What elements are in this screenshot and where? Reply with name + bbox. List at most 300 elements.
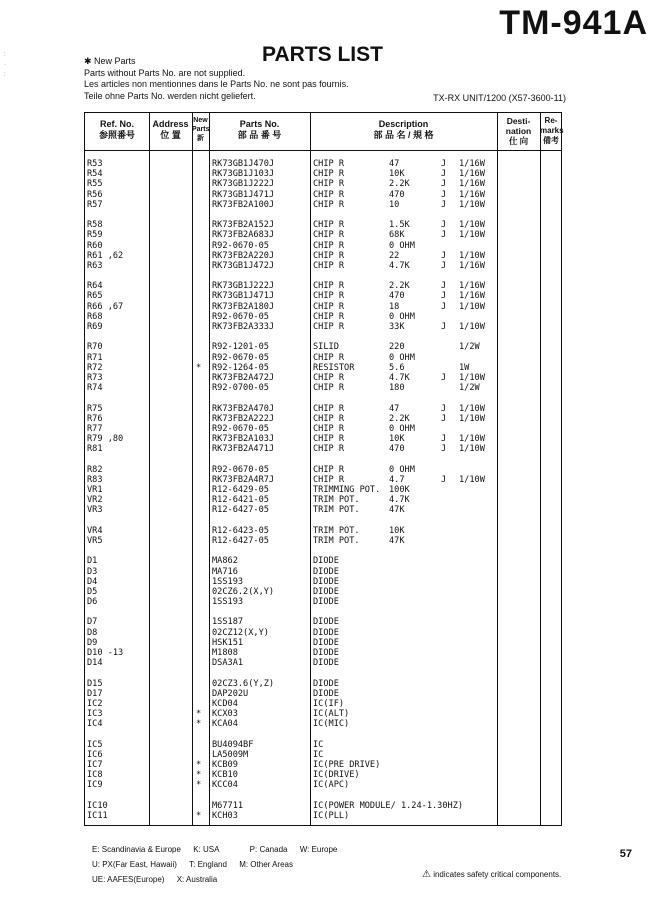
table-row <box>85 312 561 322</box>
cell-ref: R72 <box>87 362 103 373</box>
cell-desc: CHIP R <box>313 464 345 475</box>
cell-desc: CHIP R <box>313 474 345 485</box>
cell-desc: DIODE <box>313 648 339 658</box>
cell-ref: R68 <box>87 311 103 322</box>
group-gap <box>85 332 561 342</box>
cell-desc: IC(IF) <box>313 698 345 709</box>
table-row <box>85 597 561 607</box>
cell-desc: IC(PLL) <box>313 811 350 821</box>
cell-ref: D14 <box>87 658 103 669</box>
cell-val: 0 OHM <box>389 311 415 322</box>
cell-tol: J <box>441 372 447 383</box>
warning-triangle-icon: ⚠ <box>422 869 431 880</box>
unit-label: TX-RX UNIT/1200 (X57-3600-11) <box>433 93 566 103</box>
table-row <box>85 679 561 689</box>
table-row <box>85 811 561 821</box>
cell-desc: CHIP R <box>313 240 345 251</box>
cell-part: RK73GB1J472J <box>212 260 275 271</box>
table-row <box>85 617 561 627</box>
cell-ref: IC8 <box>87 770 103 781</box>
cell-part: KCC04 <box>212 780 238 791</box>
cell-part: RK73FB2A472J <box>212 372 275 383</box>
cell-desc: DIODE <box>313 617 339 628</box>
legend-item: X: Australia <box>176 875 218 884</box>
cell-val: 5.6 <box>389 362 405 373</box>
table-row <box>85 526 561 536</box>
cell-part: RK73FB2A222J <box>212 413 275 424</box>
cell-ref: R83 <box>87 474 103 485</box>
header-destination <box>497 116 540 146</box>
table-row <box>85 709 561 719</box>
header-remarks <box>540 116 562 146</box>
table-body <box>85 159 561 821</box>
cell-ref: VR4 <box>87 525 103 536</box>
cell-ref: IC2 <box>87 698 103 709</box>
table-row <box>85 699 561 709</box>
cell-part: RK73FB2A471J <box>212 444 275 455</box>
cell-desc: CHIP R <box>313 291 345 302</box>
cell-rate: 1/2W <box>459 383 480 394</box>
cell-desc: IC(PRE DRIVE) <box>313 760 381 771</box>
cell-desc: TRIMMING POT. <box>313 485 381 495</box>
cell-part: RK73FB2A103J <box>212 434 275 445</box>
header-remarks-en2: marks <box>540 126 564 135</box>
cell-ref: R60 <box>87 240 103 251</box>
cell-part: MA716 <box>212 566 238 577</box>
header-address-en: Address <box>152 119 189 129</box>
header-desc-jp: 部 品 名 / 規 格 <box>373 130 434 140</box>
cell-part: KCB10 <box>212 770 238 781</box>
table-row <box>85 302 561 312</box>
cell-rate: 1/10W <box>459 199 485 210</box>
table-row <box>85 465 561 475</box>
cell-rate: 1/16W <box>459 281 485 292</box>
cell-val: 0 OHM <box>389 240 415 251</box>
cell-part: R92-0670-05 <box>212 423 269 434</box>
cell-val: 2.2K <box>389 413 410 424</box>
cell-rate: 1/16W <box>459 179 485 190</box>
table-row <box>85 567 561 577</box>
model-number: TM-941A <box>499 4 648 42</box>
cell-val: 100K <box>389 485 410 495</box>
table-row <box>85 740 561 750</box>
cell-val: 220 <box>389 342 405 353</box>
cell-part: R12-6423-05 <box>212 525 269 536</box>
cell-tol: J <box>441 403 447 414</box>
cell-rate: 1/2W <box>459 342 480 353</box>
cell-ref: R69 <box>87 322 103 332</box>
note-fr: Les articles non mentionnes dans le Parts No. ne sont pas fournis. <box>84 79 349 89</box>
cell-part: R92-0700-05 <box>212 383 269 394</box>
cell-desc: CHIP R <box>313 383 345 394</box>
cell-val: 2.2K <box>389 281 410 292</box>
cell-part: RK73GB1J222J <box>212 179 275 190</box>
cell-new: * <box>196 780 202 791</box>
cell-tol: J <box>441 301 447 312</box>
cell-part: M1808 <box>212 648 238 658</box>
table-row <box>85 638 561 648</box>
group-gap <box>85 454 561 464</box>
cell-part: DAP202U <box>212 688 249 699</box>
cell-rate: 1/10W <box>459 434 485 445</box>
table-row <box>85 179 561 189</box>
cell-val: 0 OHM <box>389 352 415 363</box>
cell-part: R92-0670-05 <box>212 464 269 475</box>
cell-val: 68K <box>389 230 405 241</box>
legend-item: U: PX(Far East, Hawaii) <box>92 860 177 869</box>
cell-desc: CHIP R <box>313 423 345 434</box>
note-de: Teile ohne Parts No. werden nicht geliefert. <box>84 90 256 101</box>
header-desc-en: Description <box>378 119 429 129</box>
cell-ref: VR1 <box>87 485 103 495</box>
header-new <box>192 116 209 143</box>
cell-ref: R76 <box>87 413 103 424</box>
cell-part: RK73FB2A180J <box>212 301 275 312</box>
cell-ref: R77 <box>87 423 103 434</box>
table-row <box>85 505 561 515</box>
cell-tol: J <box>441 281 447 292</box>
cell-rate: 1/10W <box>459 474 485 485</box>
cell-tol: J <box>441 220 447 231</box>
cell-new: * <box>196 709 202 720</box>
cell-ref: R79 ,80 <box>87 434 124 445</box>
table-row <box>85 230 561 240</box>
cell-part: R92-1264-05 <box>212 362 269 373</box>
table-row <box>85 485 561 495</box>
table-row <box>85 251 561 261</box>
cell-ref: D10 -13 <box>87 648 124 658</box>
cell-ref: R54 <box>87 169 103 180</box>
header-dest-en: Desti- <box>506 116 531 126</box>
cell-ref: R56 <box>87 189 103 200</box>
cell-ref: IC11 <box>87 811 108 821</box>
cell-desc: DIODE <box>313 637 339 648</box>
cell-part: M67711 <box>212 800 244 811</box>
cell-ref: VR2 <box>87 495 103 506</box>
cell-part: RK73GB1J103J <box>212 169 275 180</box>
table-row <box>85 658 561 668</box>
cell-part: R92-0670-05 <box>212 240 269 251</box>
cell-ref: R74 <box>87 383 103 394</box>
cell-desc: DIODE <box>313 688 339 699</box>
cell-desc: DIODE <box>313 658 339 669</box>
header-partno-en: Parts No. <box>239 119 280 129</box>
cell-part: 02CZ6.2(X,Y) <box>212 586 275 597</box>
cell-tol: J <box>441 179 447 190</box>
cell-part: KCD04 <box>212 698 238 709</box>
legend-line <box>92 842 347 857</box>
table-row <box>85 322 561 332</box>
cell-ref: R57 <box>87 199 103 210</box>
table-row <box>85 363 561 373</box>
cell-desc: DIODE <box>313 566 339 577</box>
cell-val: 0 OHM <box>389 464 415 475</box>
table-row <box>85 342 561 352</box>
cell-new: * <box>196 811 202 821</box>
group-gap <box>85 668 561 678</box>
cell-val: 10K <box>389 169 405 180</box>
header-ref-en: Ref. No. <box>99 119 134 129</box>
cell-part: DSA3A1 <box>212 658 244 669</box>
cell-rate: 1/16W <box>459 189 485 200</box>
cell-ref: R59 <box>87 230 103 241</box>
cell-ref: R61 ,62 <box>87 250 124 261</box>
cell-part: RK73FB2A470J <box>212 403 275 414</box>
cell-part: KCX03 <box>212 709 238 720</box>
cell-ref: VR3 <box>87 505 103 516</box>
legend-item: P: Canada <box>249 845 288 854</box>
table-row <box>85 760 561 770</box>
cell-part: 1SS193 <box>212 576 244 587</box>
legend-line <box>92 872 347 887</box>
cell-desc: CHIP R <box>313 301 345 312</box>
cell-desc: CHIP R <box>313 199 345 210</box>
cell-val: 470 <box>389 291 405 302</box>
cell-desc: CHIP R <box>313 322 345 332</box>
cell-val: 10 <box>389 199 400 210</box>
group-gap <box>85 393 561 403</box>
cell-ref: D1 <box>87 556 98 567</box>
cell-val: 470 <box>389 189 405 200</box>
cell-tol: J <box>441 291 447 302</box>
cell-part: LA5009M <box>212 749 249 760</box>
cell-desc: CHIP R <box>313 179 345 190</box>
cell-rate: 1/10W <box>459 444 485 455</box>
table-row <box>85 404 561 414</box>
table-row <box>85 780 561 790</box>
cell-new: * <box>196 719 202 730</box>
header-ref <box>85 119 149 141</box>
cell-new: * <box>196 760 202 771</box>
cell-tol: J <box>441 413 447 424</box>
cell-desc: IC(DRIVE) <box>313 770 360 781</box>
cell-rate: 1/10W <box>459 301 485 312</box>
parts-table <box>84 112 562 826</box>
cell-ref: D15 <box>87 678 103 689</box>
cell-part: RK73FB2A333J <box>212 322 275 332</box>
cell-desc: CHIP R <box>313 230 345 241</box>
cell-part: RK73GB1J222J <box>212 281 275 292</box>
page-number: 57 <box>619 848 632 860</box>
cell-desc: IC(POWER MODULE/ 1.24-1.30HZ) <box>313 800 464 811</box>
table-row <box>85 475 561 485</box>
cell-rate: 1/10W <box>459 372 485 383</box>
table-row <box>85 648 561 658</box>
cell-part: RK73FB2A100J <box>212 199 275 210</box>
group-gap <box>85 516 561 526</box>
group-gap <box>85 271 561 281</box>
cell-val: 1.5K <box>389 220 410 231</box>
cell-part: RK73GB1J471J <box>212 189 275 200</box>
cell-ref: D5 <box>87 586 98 597</box>
legend-line <box>92 857 347 872</box>
header-remarks-en: Re- <box>544 116 558 125</box>
cell-desc: TRIM POT. <box>313 535 360 546</box>
table-row <box>85 587 561 597</box>
safety-note-text: indicates safety critical components. <box>433 870 562 879</box>
cell-ref: R71 <box>87 352 103 363</box>
table-row <box>85 424 561 434</box>
destination-legend <box>92 842 347 887</box>
header-new-sub: Parts <box>192 126 210 133</box>
cell-tol: J <box>441 474 447 485</box>
table-row <box>85 281 561 291</box>
cell-tol: J <box>441 434 447 445</box>
table-row <box>85 261 561 271</box>
cell-ref: IC9 <box>87 780 103 791</box>
cell-tol: J <box>441 444 447 455</box>
cell-rate: 1/16W <box>459 291 485 302</box>
cell-val: 10K <box>389 434 405 445</box>
table-row <box>85 291 561 301</box>
cell-rate: 1/10W <box>459 230 485 241</box>
cell-desc: DIODE <box>313 627 339 638</box>
cell-ref: R63 <box>87 260 103 271</box>
cell-part: RK73FB2A152J <box>212 220 275 231</box>
cell-ref: IC6 <box>87 749 103 760</box>
cell-desc: CHIP R <box>313 159 345 169</box>
notes-block <box>84 56 349 102</box>
cell-ref: IC7 <box>87 760 103 771</box>
cell-ref: VR5 <box>87 535 103 546</box>
cell-desc: IC(ALT) <box>313 709 350 720</box>
legend-item: W: Europe <box>299 845 338 854</box>
header-new-jp: 新 <box>197 135 204 142</box>
cell-desc: CHIP R <box>313 444 345 455</box>
cell-part: R92-1201-05 <box>212 342 269 353</box>
table-row <box>85 719 561 729</box>
cell-desc: DIODE <box>313 586 339 597</box>
cell-ref: R58 <box>87 220 103 231</box>
cell-ref: IC4 <box>87 719 103 730</box>
cell-val: 47 <box>389 403 400 414</box>
cell-desc: CHIP R <box>313 413 345 424</box>
safety-note <box>422 869 561 880</box>
cell-part: MA862 <box>212 556 238 567</box>
note-new-parts: ✱ New Parts <box>84 56 136 66</box>
header-partno <box>209 119 310 141</box>
cell-rate: 1/16W <box>459 260 485 271</box>
table-row <box>85 434 561 444</box>
table-row <box>85 536 561 546</box>
margin-mark: : · : <box>4 52 6 78</box>
table-row <box>85 770 561 780</box>
cell-desc: IC <box>313 749 324 760</box>
cell-part: RK73FB2A683J <box>212 230 275 241</box>
cell-ref: D7 <box>87 617 98 628</box>
cell-val: 47K <box>389 535 405 546</box>
cell-val: 4.7K <box>389 495 410 506</box>
cell-ref: D8 <box>87 627 98 638</box>
cell-ref: IC3 <box>87 709 103 720</box>
table-row <box>85 628 561 638</box>
cell-part: R12-6421-05 <box>212 495 269 506</box>
cell-val: 4.7K <box>389 372 410 383</box>
cell-desc: DIODE <box>313 678 339 689</box>
cell-part: KCB09 <box>212 760 238 771</box>
table-row <box>85 373 561 383</box>
cell-ref: IC5 <box>87 739 103 750</box>
cell-desc: IC(APC) <box>313 780 350 791</box>
table-row <box>85 750 561 760</box>
group-gap <box>85 791 561 801</box>
cell-ref: R55 <box>87 179 103 190</box>
cell-ref: D3 <box>87 566 98 577</box>
cell-ref: R64 <box>87 281 103 292</box>
table-row <box>85 241 561 251</box>
cell-desc: RESISTOR <box>313 362 355 373</box>
cell-ref: R66 ,67 <box>87 301 124 312</box>
header-dest-en2: nation <box>505 126 532 136</box>
cell-val: 4.7 <box>389 474 405 485</box>
cell-ref: R73 <box>87 372 103 383</box>
cell-desc: IC <box>313 739 324 750</box>
cell-desc: CHIP R <box>313 260 345 271</box>
cell-ref: R82 <box>87 464 103 475</box>
page-title: PARTS LIST <box>262 43 383 66</box>
header-address-jp: 位 置 <box>160 130 181 140</box>
cell-part: 1SS193 <box>212 597 244 608</box>
legend-item: K: USA <box>193 845 220 854</box>
cell-part: R92-0670-05 <box>212 311 269 322</box>
cell-rate: 1/16W <box>459 159 485 169</box>
cell-part: RK73GB1J471J <box>212 291 275 302</box>
cell-rate: 1/10W <box>459 413 485 424</box>
cell-desc: TRIM POT. <box>313 505 360 516</box>
cell-tol: J <box>441 322 447 332</box>
cell-desc: DIODE <box>313 576 339 587</box>
legend-item: UE: AAFES(Europe) <box>92 875 165 884</box>
table-row <box>85 556 561 566</box>
cell-ref: D9 <box>87 637 98 648</box>
cell-part: RK73FB2A4R7J <box>212 474 275 485</box>
group-gap <box>85 546 561 556</box>
cell-val: 18 <box>389 301 400 312</box>
cell-desc: TRIM POT. <box>313 495 360 506</box>
cell-part: RK73FB2A220J <box>212 250 275 261</box>
cell-tol: J <box>441 199 447 210</box>
table-row <box>85 220 561 230</box>
cell-desc: CHIP R <box>313 250 345 261</box>
cell-val: 2.2K <box>389 179 410 190</box>
cell-desc: CHIP R <box>313 434 345 445</box>
cell-rate: 1/10W <box>459 322 485 332</box>
cell-part: HSK151 <box>212 637 244 648</box>
cell-ref: IC10 <box>87 800 108 811</box>
cell-part: 1SS187 <box>212 617 244 628</box>
table-row <box>85 414 561 424</box>
cell-part: R12-6427-05 <box>212 535 269 546</box>
table-row <box>85 495 561 505</box>
cell-part: KCA04 <box>212 719 238 730</box>
cell-tol: J <box>441 250 447 261</box>
cell-part: R12-6427-05 <box>212 505 269 516</box>
header-partno-jp: 部 品 番 号 <box>237 130 282 140</box>
cell-ref: R53 <box>87 159 103 169</box>
cell-desc: CHIP R <box>313 352 345 363</box>
cell-desc: SILID <box>313 342 339 353</box>
cell-tol: J <box>441 260 447 271</box>
cell-val: 47K <box>389 505 405 516</box>
cell-tol: J <box>441 169 447 180</box>
table-row <box>85 200 561 210</box>
cell-desc: CHIP R <box>313 220 345 231</box>
cell-desc: DIODE <box>313 597 339 608</box>
cell-val: 33K <box>389 322 405 332</box>
cell-part: 02CZ12(X,Y) <box>212 627 269 638</box>
cell-desc: CHIP R <box>313 311 345 322</box>
cell-ref: R65 <box>87 291 103 302</box>
